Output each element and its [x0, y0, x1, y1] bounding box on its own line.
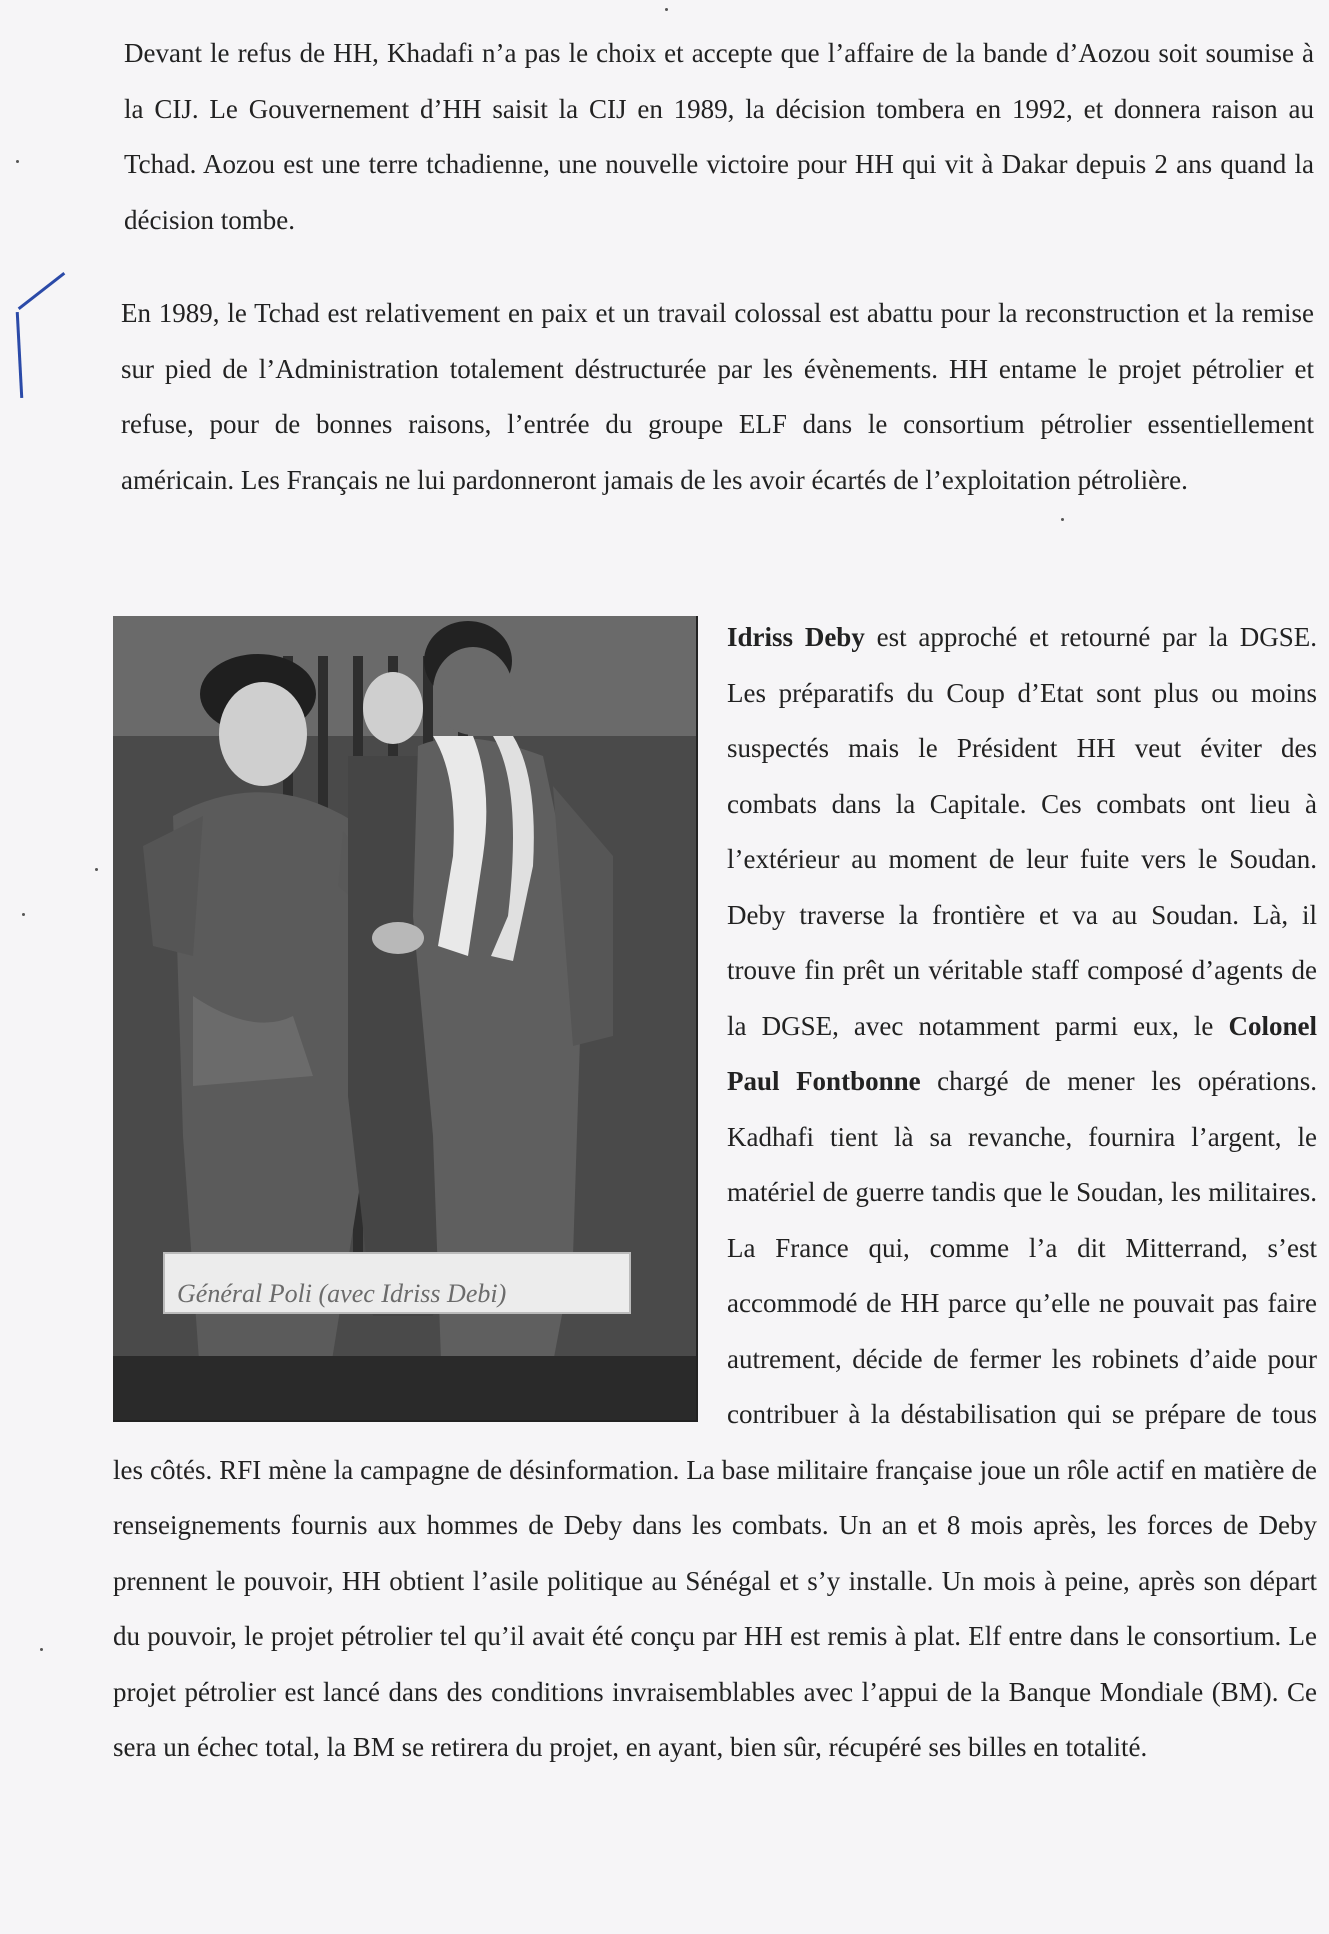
margin-pen-mark	[16, 312, 23, 398]
paragraph-oil-project: En 1989, le Tchad est relativement en paix et un travail colossal est abattu pour la reconstruction et la remise sur pied de l’Administration totalement déstructurée par les évènements. HH entame le projet pétrolier et refuse, pour de bonnes raisons, l’entrée du groupe ELF dans le consortium pétrolier essentiellement américain. Les Français ne lui pardonneront jamais de les avoir écartés de l’exploitation pétrolière.	[121, 298, 1314, 495]
scan-speck	[665, 8, 668, 11]
scan-speck	[95, 868, 98, 871]
coup-text-part1: est approché et retourné par la DGSE. Les préparatifs du Coup d’Etat sont plus ou moins suspectés mais le Président HH veut éviter des combats dans la Capitale. Ces combats ont lieu à l’extérieur au moment de leur fuite vers le Soudan. Deby traverse la frontière et va au Soudan. Là, il trouve fin prêt un véritable staff composé d’agents de la DGSE, avec notamment parmi eux, le	[727, 622, 1317, 1041]
scan-speck	[22, 913, 25, 916]
scan-speck	[16, 160, 19, 163]
soldiers-photo	[113, 616, 698, 1422]
name-colonel-fontbonne: Colonel Paul Fontbonne	[727, 1010, 1317, 1096]
paragraph-aozou: Devant le refus de HH, Khadafi n’a pas le choix et accepte que l’affaire de la bande d’Aozou soit soumise à la CIJ. Le Gouvernement d’HH saisit la CIJ en 1989, la décision tombera en 1992, et donnera raison au Tchad. Aozou est une terre tchadienne, une nouvelle victoire pour HH qui vit à Dakar depuis 2 ans quand la décision tombe.	[124, 38, 1314, 235]
coup-text-part2: chargé de mener les opérations. Kadhafi tient là sa revanche, fournira l’argent, le matériel de guerre tandis que le Soudan, les militaires. La France qui, comme l’a dit Mitterrand, s’est accommodé de HH parce qu’elle ne pouvait pas faire autrement, décide de fermer les robinets d’aide pour contribuer à la déstabilisation qui se prépare de tous les côtés. RFI mène la campagne de désinformation. La base militaire française joue un rôle actif en matière de renseignements fournis aux hommes de Deby dans les combats. Un an et 8 mois après, les forces de Deby prennent le pouvoir, HH obtient l’asile politique au Sénégal et s’y installe. Un mois à peine, après son départ du pouvoir, le projet pétrolier tel qu’il avait été conçu par HH est remis à plat. Elf entre dans le consortium. Le projet pétrolier est lancé dans des conditions invraisemblables avec l’appui de la Banque Mondiale (BM). Ce sera un échec total, la BM se retirera du projet, en ayant, bien sûr, récupéré ses billes en totalité.	[113, 1066, 1317, 1762]
name-idriss-deby: Idriss Deby	[727, 622, 865, 652]
margin-pen-mark-stroke	[18, 272, 66, 310]
scan-speck	[40, 1648, 43, 1651]
paragraph-coup	[113, 610, 1317, 1930]
photo-caption-box	[163, 1252, 631, 1314]
scan-speck	[1061, 518, 1064, 521]
photo-caption: Général Poli (avec Idriss Debi)	[177, 1279, 507, 1308]
